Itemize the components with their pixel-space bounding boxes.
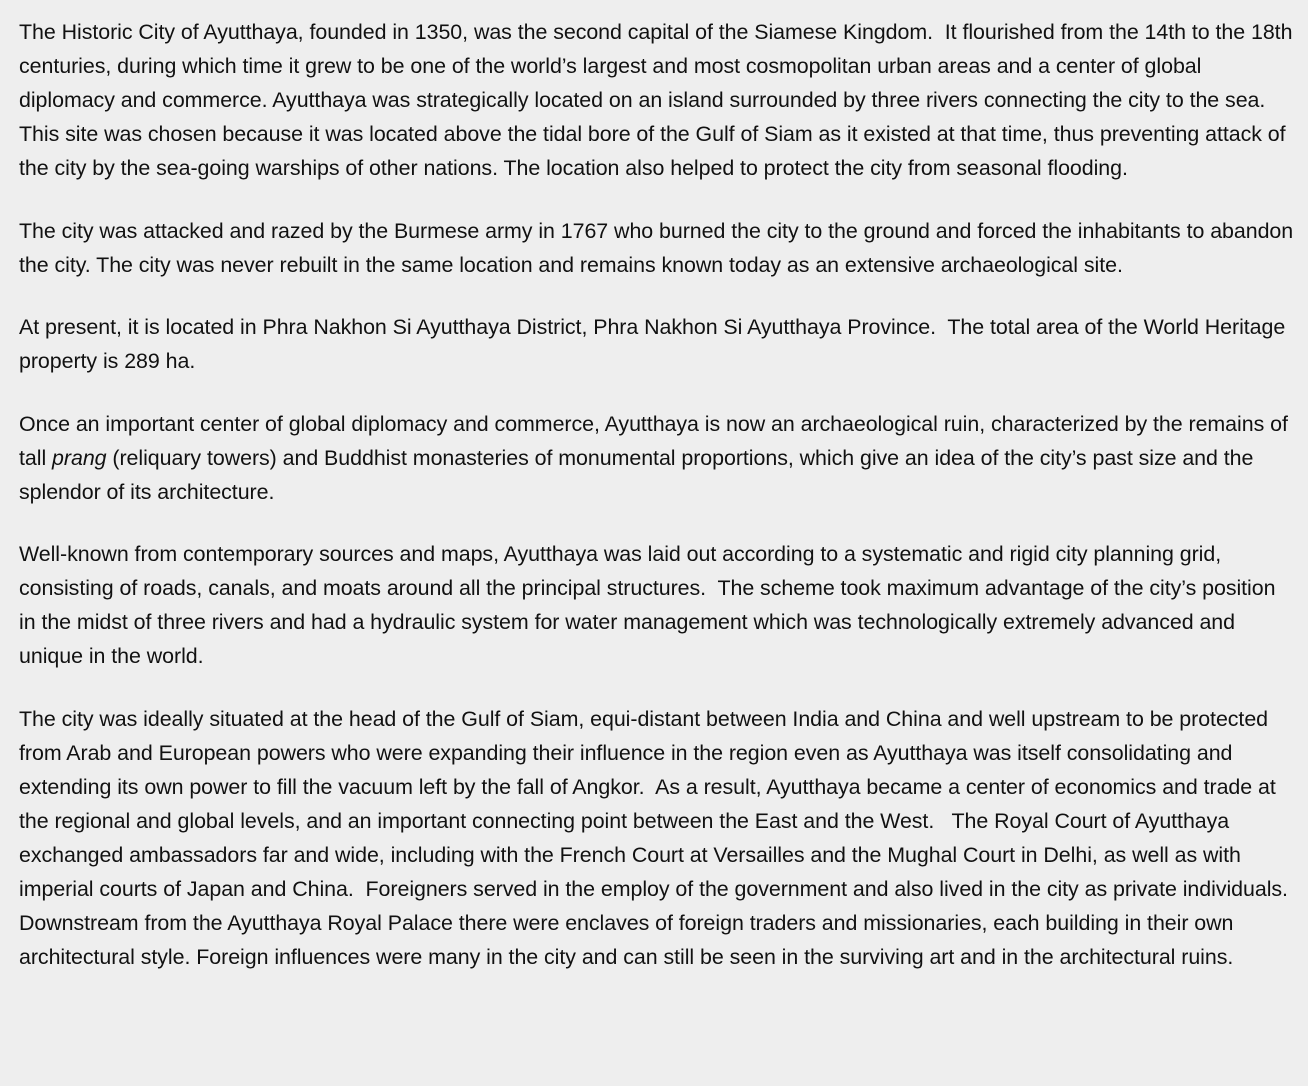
paragraph-trade-diplomacy: The city was ideally situated at the head of the Gulf of Siam, equi-distant between India and China and well upstream to be protected from Arab and European powers who were expanding their influence in the region even as Ayutthaya was itself consolidating and extending its own power to fill the vacuum left by the fall of Angkor. As a result, Ayutthaya became a center of economics and trade at the regional and global levels, and an important connecting point between the East and the West. The Royal Court of Ayutthaya exchanged ambassadors far and wide, including with the French Court at Versailles and the Mughal Court in Delhi, as well as with imperial courts of Japan and China. Foreigners served in the employ of the government and also lived in the city as private individuals. Downstream from the Ayutthaya Royal Palace there were enclaves of foreign traders and missionaries, each building in their own architectural style. Foreign influences were many in the city and can still be seen in the surviving art and in the architectural ruins.	[19, 706, 1294, 969]
paragraph-location: At present, it is located in Phra Nakhon Si Ayutthaya District, Phra Nakhon Si Ayutthaya Province. The total area of the World Heritage property is 289 ha.	[19, 315, 1292, 373]
paragraph-ruins	[19, 407, 1294, 509]
paragraph-ruins-text-start: Once an important center of global diplomacy and commerce, Ayutthaya is now an archaeological ruin, characterized by the remains of tall	[19, 411, 1294, 470]
paragraph-founding: The Historic City of Ayutthaya, founded in 1350, was the second capital of the Siamese Kingdom. It flourished from the 14th to the 18th centuries, during which time it grew to be one of the world’s largest and most cosmopolitan urban areas and a center of global diplomacy and commerce. Ayutthaya was strategically located on an island surrounded by three rivers connecting the city to the sea. This site was chosen because it was located above the tidal bore of the Gulf of Siam as it existed at that time, thus preventing attack of the city by the sea-going warships of other nations. The location also helped to protect the city from seasonal flooding.	[19, 20, 1299, 180]
paragraph-ruins-text-end: (reliquary towers) and Buddhist monasteries of monumental proportions, which give an idea of the city’s past size and the splendor of its architecture.	[19, 445, 1260, 504]
paragraph-destruction: The city was attacked and razed by the Burmese army in 1767 who burned the city to the ground and forced the inhabitants to abandon the city. The city was never rebuilt in the same location and remains known today as an extensive archaeological site.	[19, 218, 1300, 277]
prang-term: prang	[52, 445, 107, 470]
paragraph-city-planning: Well-known from contemporary sources and maps, Ayutthaya was laid out according to a systematic and rigid city planning grid, consisting of roads, canals, and moats around all the principal structures. The scheme took maximum advantage of the city’s position in the midst of three rivers and had a hydraulic system for water management which was technologically extremely advanced and unique in the world.	[19, 542, 1282, 668]
